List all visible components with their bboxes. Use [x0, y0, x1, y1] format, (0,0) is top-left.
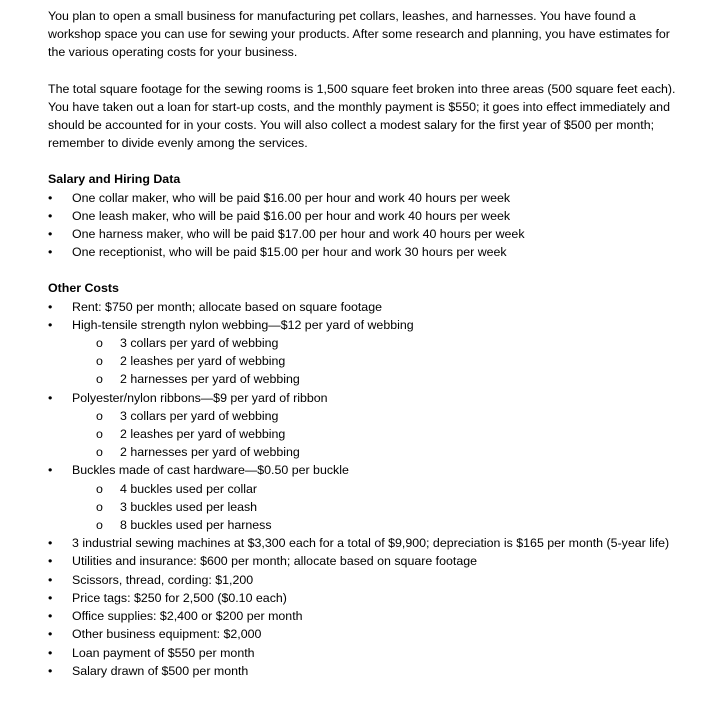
bullet-icon: • — [48, 245, 53, 260]
circle-bullet-icon: o — [96, 408, 103, 423]
circle-bullet-icon: o — [96, 445, 103, 460]
sub-item: o 2 leashes per yard of webbing — [96, 352, 681, 370]
cost-item-office-supplies: • Office supplies: $2,400 or $200 per month — [48, 607, 681, 625]
bullet-icon: • — [48, 463, 53, 478]
circle-bullet-icon: o — [96, 481, 103, 496]
bullet-icon: • — [48, 627, 53, 642]
sub-item: o 8 buckles used per harness — [96, 516, 681, 534]
cost-item-ribbons: • Polyester/nylon ribbons—$9 per yard of ribbon o 3 collars per yard of webbing o 2 leashes per yard of webbing o 2 harnesses per yard of webbing — [48, 389, 681, 462]
bullet-icon: • — [48, 572, 53, 587]
cost-item-buckles: • Buckles made of cast hardware—$0.50 per buckle o 4 buckles used per collar o 3 buckles used per leash o 8 buckles used per harness — [48, 461, 681, 534]
webbing-sublist — [96, 334, 681, 389]
intro-paragraph-1: You plan to open a small business for manufacturing pet collars, leashes, and harnesses. You have found a workshop space you can use for sewing your products. After some research and planning, you have estimates for the various operating costs for your business. — [48, 9, 670, 60]
salary-heading: Salary and Hiring Data — [48, 172, 181, 187]
bullet-icon: • — [48, 609, 53, 624]
sub-item: o 2 leashes per yard of webbing — [96, 425, 681, 443]
sub-item: o 4 buckles used per collar — [96, 480, 681, 498]
sub-item: o 3 collars per yard of webbing — [96, 407, 681, 425]
cost-item-equipment: • Other business equipment: $2,000 — [48, 625, 681, 643]
bullet-icon: • — [48, 536, 53, 551]
cost-item-sewing-machines: • 3 industrial sewing machines at $3,300 each for a total of $9,900; depreciation is $165 per month (5-year life) — [48, 534, 681, 552]
bullet-icon: • — [48, 645, 53, 660]
cost-item-webbing: • High-tensile strength nylon webbing—$12 per yard of webbing o 3 collars per yard of webbing o 2 leashes per yard of webbing o 2 harnesses per yard of webbing — [48, 316, 681, 389]
ribbons-sublist — [96, 407, 681, 462]
cost-item-scissors: • Scissors, thread, cording: $1,200 — [48, 571, 681, 589]
salary-item: • One receptionist, who will be paid $15.00 per hour and work 30 hours per week — [48, 243, 681, 261]
sub-item: o 2 harnesses per yard of webbing — [96, 443, 681, 461]
salary-item: • One collar maker, who will be paid $16.00 per hour and work 40 hours per week — [48, 189, 681, 207]
sub-item: o 2 harnesses per yard of webbing — [96, 370, 681, 388]
cost-item-salary: • Salary drawn of $500 per month — [48, 662, 681, 680]
cost-item-utilities: • Utilities and insurance: $600 per month; allocate based on square footage — [48, 552, 681, 570]
bullet-icon: • — [48, 317, 53, 332]
circle-bullet-icon: o — [96, 518, 103, 533]
bullet-icon: • — [48, 554, 53, 569]
bullet-icon: • — [48, 390, 53, 405]
salary-item: • One harness maker, who will be paid $17.00 per hour and work 40 hours per week — [48, 225, 681, 243]
circle-bullet-icon: o — [96, 427, 103, 442]
other-costs-heading: Other Costs — [48, 281, 119, 296]
buckles-sublist — [96, 480, 681, 535]
circle-bullet-icon: o — [96, 499, 103, 514]
intro-paragraph-2: The total square footage for the sewing rooms is 1,500 square feet broken into three areas (500 square feet each). You have taken out a loan for start-up costs, and the monthly payment is $550; it goes into effect immediately and should be accounted for in your costs. You will also collect a modest salary for the first year of $500 per month; remember to divide evenly among the services. — [48, 81, 676, 151]
cost-item-price-tags: • Price tags: $250 for 2,500 ($0.10 each) — [48, 589, 681, 607]
bullet-icon: • — [48, 190, 53, 205]
bullet-icon: • — [48, 299, 53, 314]
circle-bullet-icon: o — [96, 354, 103, 369]
sub-item: o 3 buckles used per leash — [96, 498, 681, 516]
bullet-icon: • — [48, 663, 53, 678]
bullet-icon: • — [48, 590, 53, 605]
other-costs-list — [48, 298, 681, 680]
bullet-icon: • — [48, 208, 53, 223]
cost-item-loan: • Loan payment of $550 per month — [48, 644, 681, 662]
cost-item-rent: • Rent: $750 per month; allocate based on square footage — [48, 298, 681, 316]
spacer — [48, 261, 681, 279]
bullet-icon: • — [48, 227, 53, 242]
circle-bullet-icon: o — [96, 372, 103, 387]
salary-item: • One leash maker, who will be paid $16.00 per hour and work 40 hours per week — [48, 207, 681, 225]
sub-item: o 3 collars per yard of webbing — [96, 334, 681, 352]
circle-bullet-icon: o — [96, 336, 103, 351]
salary-list — [48, 189, 681, 262]
